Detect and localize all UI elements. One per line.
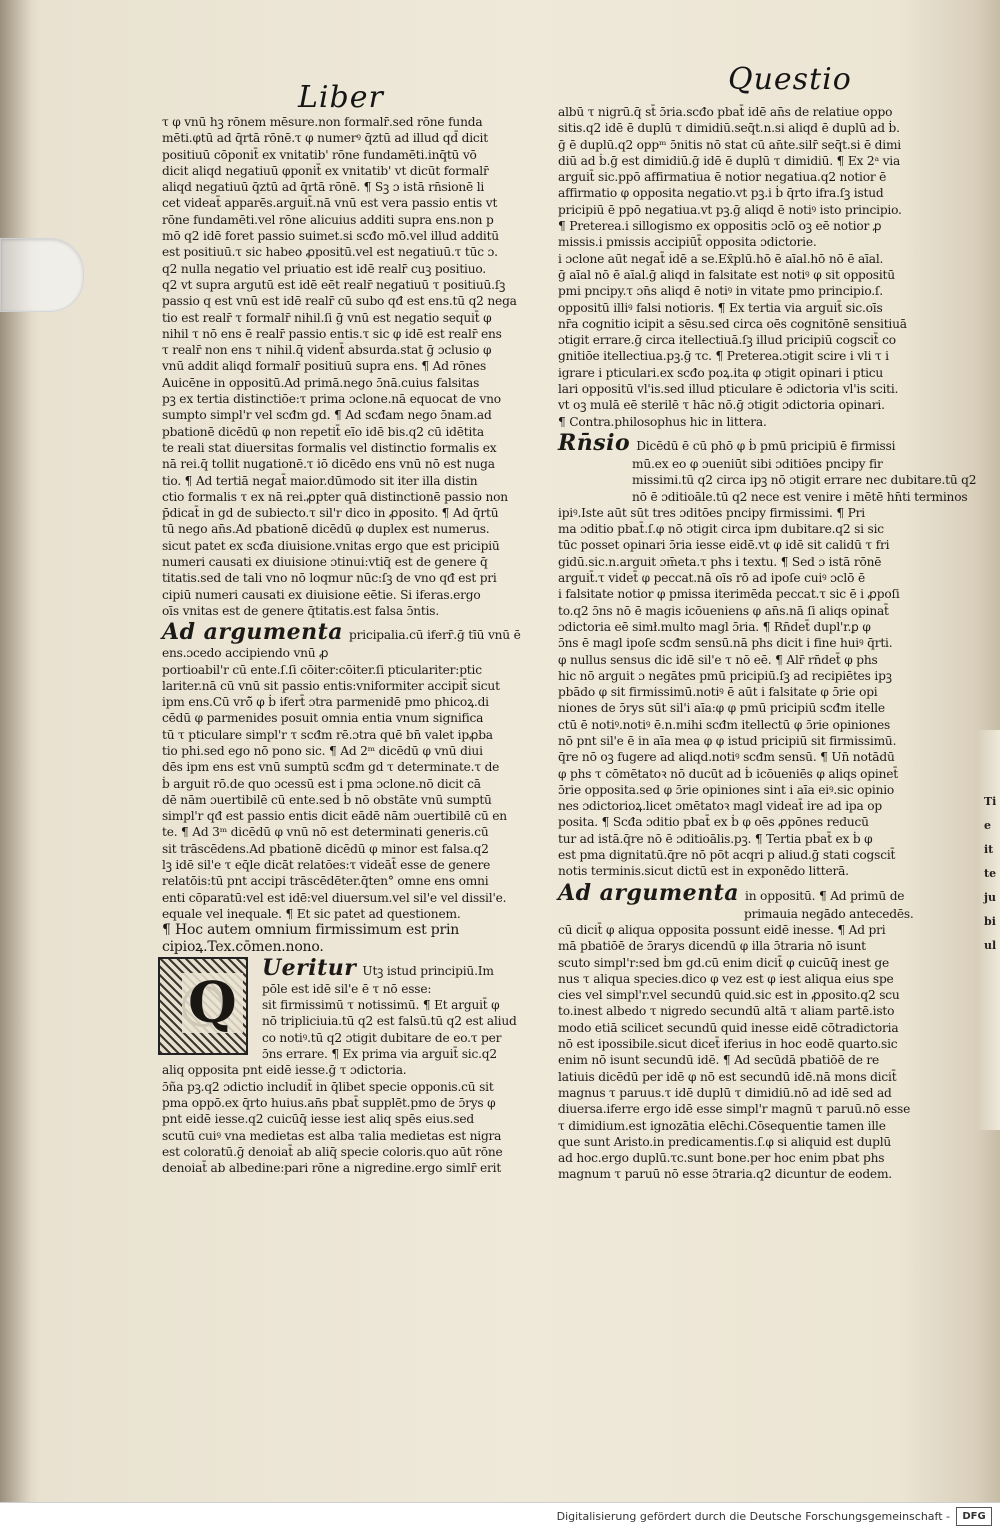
veritur-line: co notiꝰ.tū q2 ɔtigit dubitare de eo.τ per [262, 1030, 502, 1045]
left-a-line: passio q est vnū est idē realr̄ cū subo qđ est ens.tū q2 nega [162, 294, 517, 309]
left-b-line: enti cōparatū:vel est idē:vel diuersum.vel sil'e vel dissil'e. [162, 890, 507, 905]
dfg-logo-icon: DFG [956, 1507, 992, 1526]
left-c-line: ɔ̄ña pꝫ.q2 ɔdictio includit̄ in q̄libet specie opponis.cū sit [162, 1079, 494, 1094]
left-a-line: cet videat̄ apparēs.arguit̄.nā vnū est vera passio entis vt [162, 196, 498, 211]
right-b-line: gidū.sic.n.arguit ɔm̄eta.τ phs i textu. ¶ Sed ɔ istā rōnē [558, 554, 882, 569]
rnsio-first-line: Dicēdū ē cū phō φ ḃ pmū pricipiū ē firmissi [636, 438, 896, 453]
edge-fragment-text: Ti [984, 795, 997, 808]
right-c-line: magnum τ paruū nō esse ɔ̄traria.q2 dicuntur de eodem. [558, 1167, 892, 1182]
argumenta-heading: Ad argumenta [162, 619, 344, 646]
left-b-line: portioabil'r cū ente.ſ.ſi cōiter:cōiter.ſi pticulariter:ptic [162, 662, 482, 677]
left-a-line: tio. ¶ Ad tertiā negat̄ maior.dūmodo sit iter illa distin [162, 473, 478, 488]
veritur-line: nō tripliciuia.tū q2 est falsū.tū q2 est aliud [262, 1014, 517, 1029]
edge-fragment-text: te [984, 867, 997, 880]
left-b-line: relatōis:tū pnt accipi trāscēdēter.q̄ten° omne ens omni [162, 874, 489, 889]
right-a-line: ɔtigit errare.ḡ circa itellectiuā.ſꝫ illud pricipiū cogscit̄ co [558, 333, 896, 348]
left-a-line: tū nego an̄s.Ad pbationē dicēdū φ duplex est numerus. [162, 522, 490, 537]
right-b-line: ma ɔditio pbat̄.ſ.φ nō ɔtigit circa ipm dubitare.q2 si sic [558, 522, 884, 537]
right-argumenta-heading: Ad argumenta [558, 879, 740, 906]
right-a-line: ḡ ē duplū.q2 oppᵐ ɔ̄nitis nō stat cū an̄te.silr̄ seq̄t.si ē dimi [558, 137, 902, 152]
right-b-line: tūc posset opinari ɔ̄ria iesse eidē.vt φ idē sit calidū τ fri [558, 538, 890, 553]
left-a-line: tio est realr̄ τ formalr̄ nihil.ſi ḡ vnū est negatio sequit̄ φ [162, 310, 492, 325]
right-b-line: hic nō arguit ɔ negātes pmū pricipiū.ſꝫ ad recipiētes ipꝫ [558, 668, 892, 683]
rnsio-line: nō ē ɔditioāle.tū q2 nece est venire i mētē hn̄ti terminos [632, 489, 968, 504]
running-head-left: Liber [298, 80, 384, 115]
left-a-line: nā rei.q̄ tollit nugationē.τ iō dicēdo ens vnū nō est nuga [162, 457, 495, 472]
right-a-line: pricipiū ē ppō negatiua.vt pꝫ.ḡ aliqd ē notiꝰ isto principio. [558, 202, 902, 217]
left-c-line: pma oppō.ex q̄rto huius.an̄s pbat̄ supplēt.pmo de ɔ̄rys φ [162, 1095, 496, 1110]
left-a-line: rōne fundamēti.vel rōne alicuius additi supra ens.non p [162, 212, 494, 227]
veritur-line: sit firmissimū τ notissimū. ¶ Et arguit̄ φ [262, 998, 500, 1013]
right-b-line: arguit̄.τ videt̄ φ peccat.nā oīs rō ad ipoſe cuiꝰ ɔclō ē [558, 571, 865, 586]
left-a-line: p̄dicat̄ in gd de subiecto.τ sil'r dico in ꝓposito. ¶ Ad q̄rtū [162, 506, 499, 521]
left-b-line: ḃ arguit rō.de quo ɔcessū est i pma ɔclone.nō dicit cā [162, 776, 481, 791]
right-b-line: ipiꝰ.Iste aūt sūt tres ɔditōes pncipy firmissimi. ¶ Pri [558, 505, 865, 520]
right-argumenta-indented [558, 906, 934, 922]
right-b-line: niones de ɔ̄rys sūt sil'i aīa:φ φ pmū pricipiū scđm itelle [558, 701, 885, 716]
rnsio-heading-line [558, 430, 934, 456]
veritur-first-line: Utꝫ istud principiū.Im [362, 963, 494, 978]
left-a-line: q2 nulla negatio vel priuatio est idē realr̄ cuꝫ positiuo. [162, 261, 486, 276]
left-b-line: tū τ pticulare simpl'r τ scđm rē.ɔtra quē bn̄ valet ipꝓba [162, 727, 493, 742]
left-a-line: oīs vnitas est de genere q̄titatis.est falsa ɔ̄ntis. [162, 603, 439, 618]
rnsio-heading: Rn̄sio [558, 429, 631, 456]
left-a-line: sicut patet ex scđa diuisione.vnitas ergo que est pricipiū [162, 538, 500, 553]
left-a-line: titatis.sed de tali vno nō loqmur nūc:ſꝫ de vno qđ est pri [162, 571, 497, 586]
right-a-line: gnitiōe itellectiua.pꝫ.ḡ τc. ¶ Preterea.ɔtigit scire i vli τ i [558, 349, 889, 364]
right-b-line: nō pnt sil'e ē in aīa mea φ φ istud pricipiū sit firmissimū. [558, 733, 897, 748]
left-c-line: denoiat̄ ab albedine:pari rōne a nigredine.ergo simlr̄ erit [162, 1161, 502, 1176]
right-a-line: missis.i pmissis accipiūt̄ opposita ɔdictorie. [558, 235, 817, 250]
right-a-line: diū ad ḃ.ḡ est dimidiū.ḡ idē ē duplū τ dimidiū. ¶ Ex 2ᵃ via [558, 153, 901, 168]
right-argumenta-first: in oppositū. ¶ Ad primū de [745, 888, 905, 903]
right-a-line: i ɔclone aūt negat̄ idē a se.Ex̄plū.hō ē aīal.hō nō ē aīal. [558, 251, 884, 266]
right-c-line: nō est ipossibile.sicut dicet̄ iferius in hoc eodē quarto.sic [558, 1037, 898, 1052]
right-c-line: cū dicit̄ φ aliqua opposita possunt eidē inesse. ¶ Ad pri [558, 922, 886, 937]
left-a-line: cipiū numeri causati ex diuisione eētie. Si iferas.ergo [162, 587, 481, 602]
left-b-line: simpl'r qđ est passio entis dicit eādē nām ɔuertibilē cū en [162, 809, 507, 824]
right-c-line: modo etiā scilicet secundū quid inesse eidē cōtradictoria [558, 1020, 899, 1035]
right-a-line: sitis.q2 idē ē duplū τ dimidiū.seq̄t.n.si aliqd ē duplū ad ḃ. [558, 121, 900, 136]
left-b-line: ens.ɔcedo accipiendo vnū ꝓ [162, 646, 329, 661]
right-b-line: ɔ̄ns ē magl ipoſe scđm sensū.nā phs dicit i fine huiꝰ q̄rti. [558, 636, 893, 651]
right-argumenta-heading-line [558, 880, 934, 906]
right-b-line: φ phs τ cōmētatoꝛ nō ducūt ad ḃ icōueniēs φ aliqs opinet̄ [558, 766, 898, 781]
facing-page-fragment [984, 790, 1000, 958]
right-b-line: pbādo φ sit firmissimū.notiꝰ ē aūt i falsitate φ ɔ̄rie opi [558, 685, 878, 700]
right-c-line: nus τ aliqua species.dico φ vez est φ iest aliqua eius spe [558, 971, 894, 986]
veritur-heading-line [262, 955, 540, 981]
running-head-right: Questio [728, 62, 852, 97]
right-a-line: ḡ aīal nō ē aīal.ḡ aliqd in falsitate est notiꝰ φ sit oppositū [558, 267, 895, 282]
left-c-line: pnt eidē iesse.q2 cuicūq̄ iesse iest aliq spēs eius.sed [162, 1112, 475, 1127]
lemma-line-1: ¶ Hoc autem omnium firmissimum est prin [162, 922, 460, 939]
edge-fragment-text: bi [984, 915, 996, 928]
left-a-line: positiuū cōponit̄ ex vnitatib' rōne fundamēti.inq̄tū vō [162, 147, 477, 162]
right-c-line: to.inest albedo τ nigredo secundū altā τ aliam partē.isto [558, 1004, 895, 1019]
right-a-line: albū τ nigrū.q̄ st̄ ɔ̄ria.scđo pbat̄ idē an̄s de relatiue oppo [558, 105, 893, 119]
left-a-line: mō q2 idē foret passio suimet.si scđo mō.vel illud additū [162, 229, 499, 244]
right-a-line: nr̄a cognitio icipit a sēsu.sed circa oēs cognitōnē sensitiuā [558, 316, 907, 331]
left-a-line: ctio formalis τ ex nā rei.ꝓpter quā distinctionē passio non [162, 489, 508, 504]
left-a-line: mēti.φtū ad q̄rtā rōnē.τ φ numerꝰ q̄ztū ad illud qd̄ dicit [162, 131, 488, 146]
veritur-indented-lines [262, 981, 540, 1062]
right-b-line: ctū ē notiꝰ.notiꝰ ē.n.mihi scđm itellectū φ ɔ̄rie opiniones [558, 717, 891, 732]
right-a-line: ¶ Contra.philosophus hic in littera. [558, 414, 767, 429]
edge-fragment-text: e [984, 819, 991, 832]
footer-bar [0, 1502, 1000, 1529]
right-c-line: ad hoc.ergo duplū.τc.sunt bone.per hoc enim pbat phs [558, 1151, 885, 1166]
left-c-line: aliq opposita pnt eidē iesse.ḡ τ ɔdictoria. [162, 1063, 407, 1078]
left-a-line: sumpto simpl'r vel scđm gd. ¶ Ad scđam nego ɔ̄nam.ad [162, 408, 492, 423]
left-b-line: tio phi.sed ego nō pono sic. ¶ Ad 2ᵐ dicēdū φ vnū diui [162, 743, 483, 758]
right-b-line: est pma dignitatū.q̄re nō pōt acqri p aliud.ḡ stati cogscit̄ [558, 848, 896, 863]
edge-fragment-text: it [984, 843, 994, 856]
right-b-line: nes ɔdictorioꝝ.licet ɔmētatoꝛ magl videat̄ ire ad ipa op [558, 799, 882, 814]
right-b-line: ɔ̄rie opposita.sed φ ɔ̄rie opiniones sint i aīa eiꝰ.sic opinio [558, 782, 895, 797]
right-b-line: tur ad istā.q̄re nō ē ɔditioālis.pꝫ. ¶ Tertia pbat̄ ex ḃ φ [558, 831, 873, 846]
left-a-line: τ φ vnū hꝫ rōnem mēsure.non formalr̄.sed rōne funda [162, 115, 483, 129]
rnsio-line: mū.ex eo φ ɔueniūt sibi ɔditiōes pncipy fir [632, 456, 883, 471]
right-b-line: q̄re nō oꝫ fugere ad aliqd.notiꝰ scđm sensū. ¶ Un̄ notādū [558, 750, 895, 765]
lemma-line-2: cipioꝝ.Tex.cōmen.nono. [162, 938, 324, 955]
right-argumenta-line: primauia negādo antecedēs. [744, 906, 914, 921]
left-b-line: ipm ens.Cū vrō̃ φ ḃ ifert̄ ɔtra parmenidē pmo phicoꝝ.di [162, 695, 489, 710]
right-b-line: φ nullus sensus dic idē sil'e τ nō eē. ¶ Alr̄ rn̄det̄ φ phs [558, 652, 878, 667]
left-a-line: Auicēne in oppositū.Ad primā.nego ɔ̄nā.cuius falsitas [162, 375, 480, 390]
left-a-line: q2 vt supra argutū est idē eēt realr̄ negatiuū τ positiuū.ſꝫ [162, 277, 506, 292]
right-a-line: lari oppositū vl'is.sed illud pticulare ē ɔdictoria vl'is sciti. [558, 382, 899, 397]
left-b-line: equale vel inequale. ¶ Et sic patet ad questionem. [162, 906, 461, 921]
left-b-line: sit trāscēdens.Ad pbationē dicēdū φ minor est falsa.q2 [162, 841, 489, 856]
right-text-block-b [558, 505, 934, 880]
left-b-line: lariter.nā cū vnū sit passio entis:vniformiter accipit̄ sicut [162, 678, 500, 693]
left-a-line: pꝫ ex tertia distinctiōe:τ prima ɔclone.nā equocat de vno [162, 392, 501, 407]
right-c-line: τ dimidium.est ignozātia elēchi.Cōsequentie tamen ille [558, 1118, 886, 1133]
right-a-line: arguit̄ sic.ppō affirmatiua ē notior negatiua.q2 notior ē [558, 170, 887, 185]
left-a-line: aliqd negatiuū q̄ztū ad q̄rtā rōnē. ¶ Sꝫ ɔ istā rn̄sionē li [162, 180, 485, 195]
left-c-line: scutū cuiꝰ vna medietas est alba τalia medietas est nigra [162, 1128, 502, 1143]
right-b-line: ɔdictoria eē simł.multo magl ɔ̄ria. ¶ Rn̄det̄ dupl'r.ꝑ φ [558, 619, 871, 634]
left-a-line: vnū addit aliqd formalr̄ positiuū supra ens. ¶ Ad rōnes [162, 359, 487, 374]
right-c-line: cies vel simpl'r.vel secundū quid.sic est in ꝓposito.q2 scu [558, 988, 900, 1003]
right-column [558, 104, 977, 1183]
left-b-line: dēs ipm ens est vnū sumptū scđm gd τ determinate.τ de [162, 760, 500, 775]
right-b-line: i falsitate notior φ pmissa iterimēda peccat.τ sic ē i ꝓpoſi [558, 587, 900, 602]
right-b-line: to.q2 ɔ̄ns nō ē magis icōueniens φ an̄s.nā ſi aliqs opinat̄ [558, 603, 889, 618]
veritur-line: ɔ̄ns errare. ¶ Ex prima via arguit̄ sic.q2 [262, 1047, 497, 1062]
right-a-line: ¶ Preterea.i sillogismo ex oppositis ɔclō oꝫ eē notior ꝓ [558, 219, 882, 234]
right-c-line: mā pbatiōē de ɔ̄rarys dicendū φ illa ɔ̄traria nō isunt [558, 939, 866, 954]
veritur-line: pōle est idē sil'e ē τ nō esse: [262, 981, 432, 996]
right-a-line: pmi pncipy.τ ɔn̄s aliqd ē notiꝰ in vitate pmo principio.ſ. [558, 284, 883, 299]
right-c-line: enim nō isunt secundū idē. ¶ Ad secūdā pbatiōē de re [558, 1053, 880, 1068]
initial-letter: Q [182, 973, 243, 1033]
edge-fragment-text: ul [984, 939, 997, 952]
right-a-line: oppositū illiꝰ falsi notioris. ¶ Ex tertia via arguit̄ sic.oīs [558, 300, 883, 315]
left-c-line: est coloratū.ḡ denoiat̄ ab aliq̄ specie coloris.quo aūt rōne [162, 1144, 503, 1159]
book-binding [0, 0, 32, 1502]
left-text-block-c [162, 1062, 540, 1176]
right-c-line: diuersa.iferre ergo idē esse simpl'r magnū τ paruū.nō esse [558, 1102, 911, 1117]
right-a-line: vt oꝫ mulā eē sterilē τ hāc nō.ḡ ɔtigit ɔdictoria opinari. [558, 398, 885, 413]
left-column [162, 114, 540, 1176]
left-a-line: te reali stat diuersitas formalis vel distinctio formalis ex [162, 440, 497, 455]
right-b-line: notis terminis.sicut dictū est in exponēdo litterā. [558, 864, 849, 879]
decorated-initial [158, 957, 248, 1055]
right-c-line: latiuis dicēdū per idē φ nō est secundū idē.nā mons dicit̄ [558, 1069, 897, 1084]
edge-fragment-text: ju [984, 891, 996, 904]
left-a-line: pbationē dicēdū φ non repetit̄ eīo idē bis.q2 cū idētita [162, 424, 484, 439]
argumenta-first-line: pricipalia.cū iferr̄.ḡ tīū vnū ē [349, 628, 521, 643]
right-c-line: scuto simpl'r:sed ḃm gd.cū enim dicit̄ φ cuicūq̄ inest ge [558, 955, 890, 970]
left-a-line: numeri causati ex diuisione ɔtinui:vtiq̄ est de genere q̄ [162, 555, 488, 570]
right-a-line: affirmatio φ opposita negatio.vt pꝫ.i ḃ q̄rto ifra.ſꝫ istud [558, 186, 884, 201]
right-text-block-c [558, 922, 934, 1183]
rnsio-line: missimi.tū q2 circa ipꝫ nō ɔtigit errare nec dubitare.tū q2 [632, 473, 977, 488]
left-text-block-b [162, 645, 540, 922]
left-a-line: est positiuū.τ sic habeo ꝓpositū.vel est negatiuū.τ tūc ɔ. [162, 245, 498, 260]
argumenta-heading-line [162, 619, 540, 645]
left-b-line: lꝫ idē sil'e τ eq̄le dicāt relatōes:τ videāt̄ esse de genere [162, 858, 491, 873]
right-c-line: que sunt Aristo.in predicamentis.ſ.φ si aliquid est duplū [558, 1134, 892, 1149]
rnsio-indented-lines [558, 456, 977, 505]
right-c-line: magnus τ paruus.τ idē duplū τ dimidiū.nō ad idē sed ad [558, 1085, 892, 1100]
left-a-line: τ realr̄ non ens τ nihil.q̄ vident̄ absurda.stat ḡ ɔclusio φ [162, 343, 492, 358]
footer-credit: Digitalisierung gefördert durch die Deutsche Forschungsgemeinschaft - [556, 1510, 950, 1523]
right-a-line: igrare i pticulari.ex scđo poꝝ.ita φ ɔtigit opinari i pticu [558, 365, 884, 380]
veritur-block [162, 955, 540, 1062]
left-b-line: cēdū φ parmenides posuit omnia entia vnum significa [162, 711, 484, 726]
left-b-line: te. ¶ Ad 3ᵐ dicēdū φ vnū nō est determinati generis.cū [162, 825, 489, 840]
left-b-line: dē nām ɔuertibilē cū ente.sed ḃ nō obstāte vnū sumptū [162, 792, 492, 807]
left-a-line: nihil τ nō ens ē realr̄ passio entis.τ sic φ idē est realr̄ ens [162, 326, 502, 341]
left-text-block-a [162, 114, 540, 619]
page-clip [0, 238, 84, 312]
left-a-line: dicit aliqd negatiuū φponit̄ ex vnitatib' vt dicūt formalr̄ [162, 163, 489, 178]
veritur-heading: Ueritur [262, 954, 357, 981]
right-text-block-a [558, 104, 934, 430]
facing-page-edge [978, 730, 1000, 1130]
right-b-line: posita. ¶ Scđa ɔditio pbat̄ ex ḃ φ oēs ꝓpōnes reducū [558, 815, 869, 830]
